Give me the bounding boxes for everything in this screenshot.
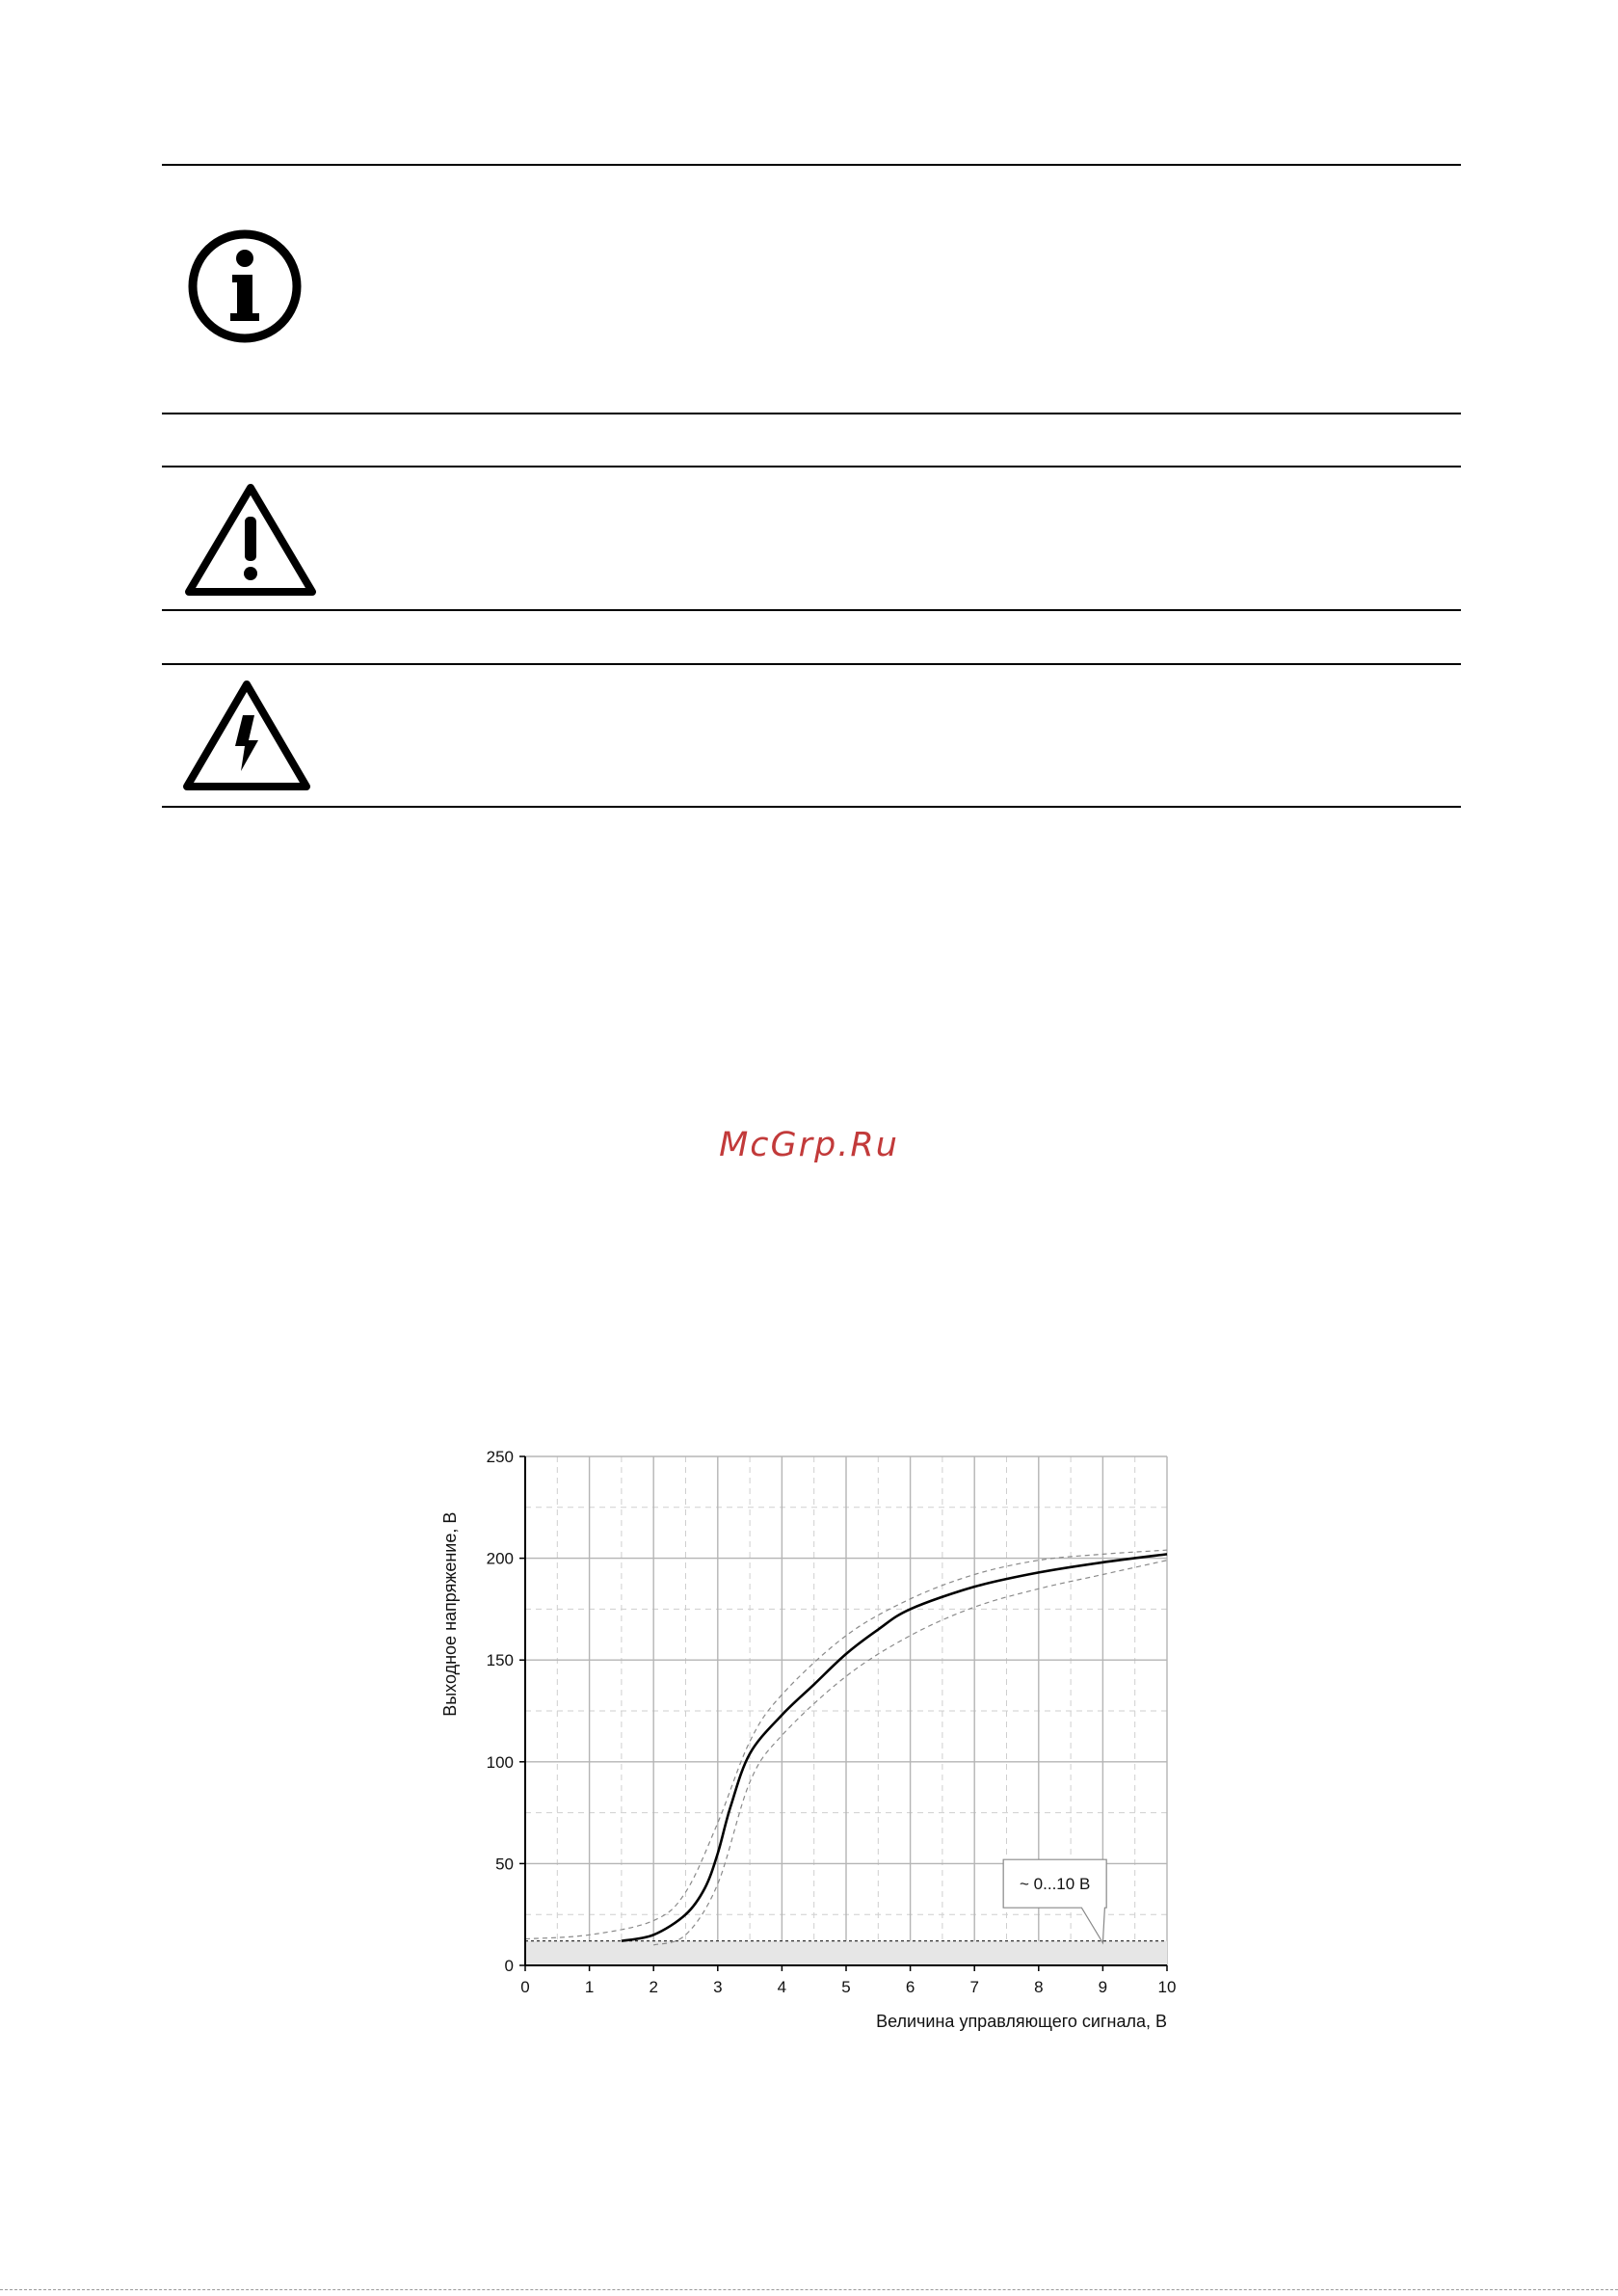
notice-electric-bottom-rule xyxy=(162,806,1461,808)
threshold-band xyxy=(525,1941,1167,1965)
x-tick-label: 8 xyxy=(1034,1978,1044,1996)
x-tick-label: 10 xyxy=(1157,1978,1177,1996)
x-tick-label: 4 xyxy=(777,1978,787,1996)
warning-icon xyxy=(183,480,318,598)
notice-info-bottom-rule xyxy=(162,413,1461,414)
y-axis-label: Выходное напряжение, В xyxy=(440,1511,460,1717)
x-tick-label: 2 xyxy=(649,1978,658,1996)
y-tick-label: 200 xyxy=(486,1549,514,1568)
electrical-hazard-icon xyxy=(181,677,312,792)
y-tick-label: 250 xyxy=(486,1448,514,1466)
y-tick-label: 50 xyxy=(495,1855,514,1874)
y-tick-label: 0 xyxy=(504,1957,514,1975)
x-tick-label: 6 xyxy=(905,1978,915,1996)
x-tick-label: 9 xyxy=(1098,1978,1108,1996)
x-tick-label: 3 xyxy=(713,1978,723,1996)
watermark-text: McGrp.Ru xyxy=(719,1126,899,1164)
notice-electric-top-rule xyxy=(162,663,1461,665)
info-icon xyxy=(185,227,305,346)
x-axis-label: Величина управляющего сигнала, В xyxy=(876,2012,1167,2031)
x-tick-label: 7 xyxy=(969,1978,979,1996)
y-tick-label: 100 xyxy=(486,1752,514,1772)
annotation-callout xyxy=(1003,1859,1106,1942)
x-tick-label: 0 xyxy=(520,1978,530,1996)
annotation-text: ~ 0...10 В xyxy=(1020,1875,1091,1894)
characteristic-chart xyxy=(414,1427,1185,2043)
x-tick-label: 1 xyxy=(584,1978,595,1996)
notice-warning-bottom-rule xyxy=(162,609,1461,611)
x-tick-label: 5 xyxy=(841,1978,851,1996)
y-tick-label: 150 xyxy=(486,1651,514,1670)
annotation-callout-box xyxy=(1003,1859,1106,1942)
page-bottom-rule xyxy=(0,2289,1618,2290)
notice-warning-top-rule xyxy=(162,466,1461,467)
notice-info-top-rule xyxy=(162,164,1461,166)
